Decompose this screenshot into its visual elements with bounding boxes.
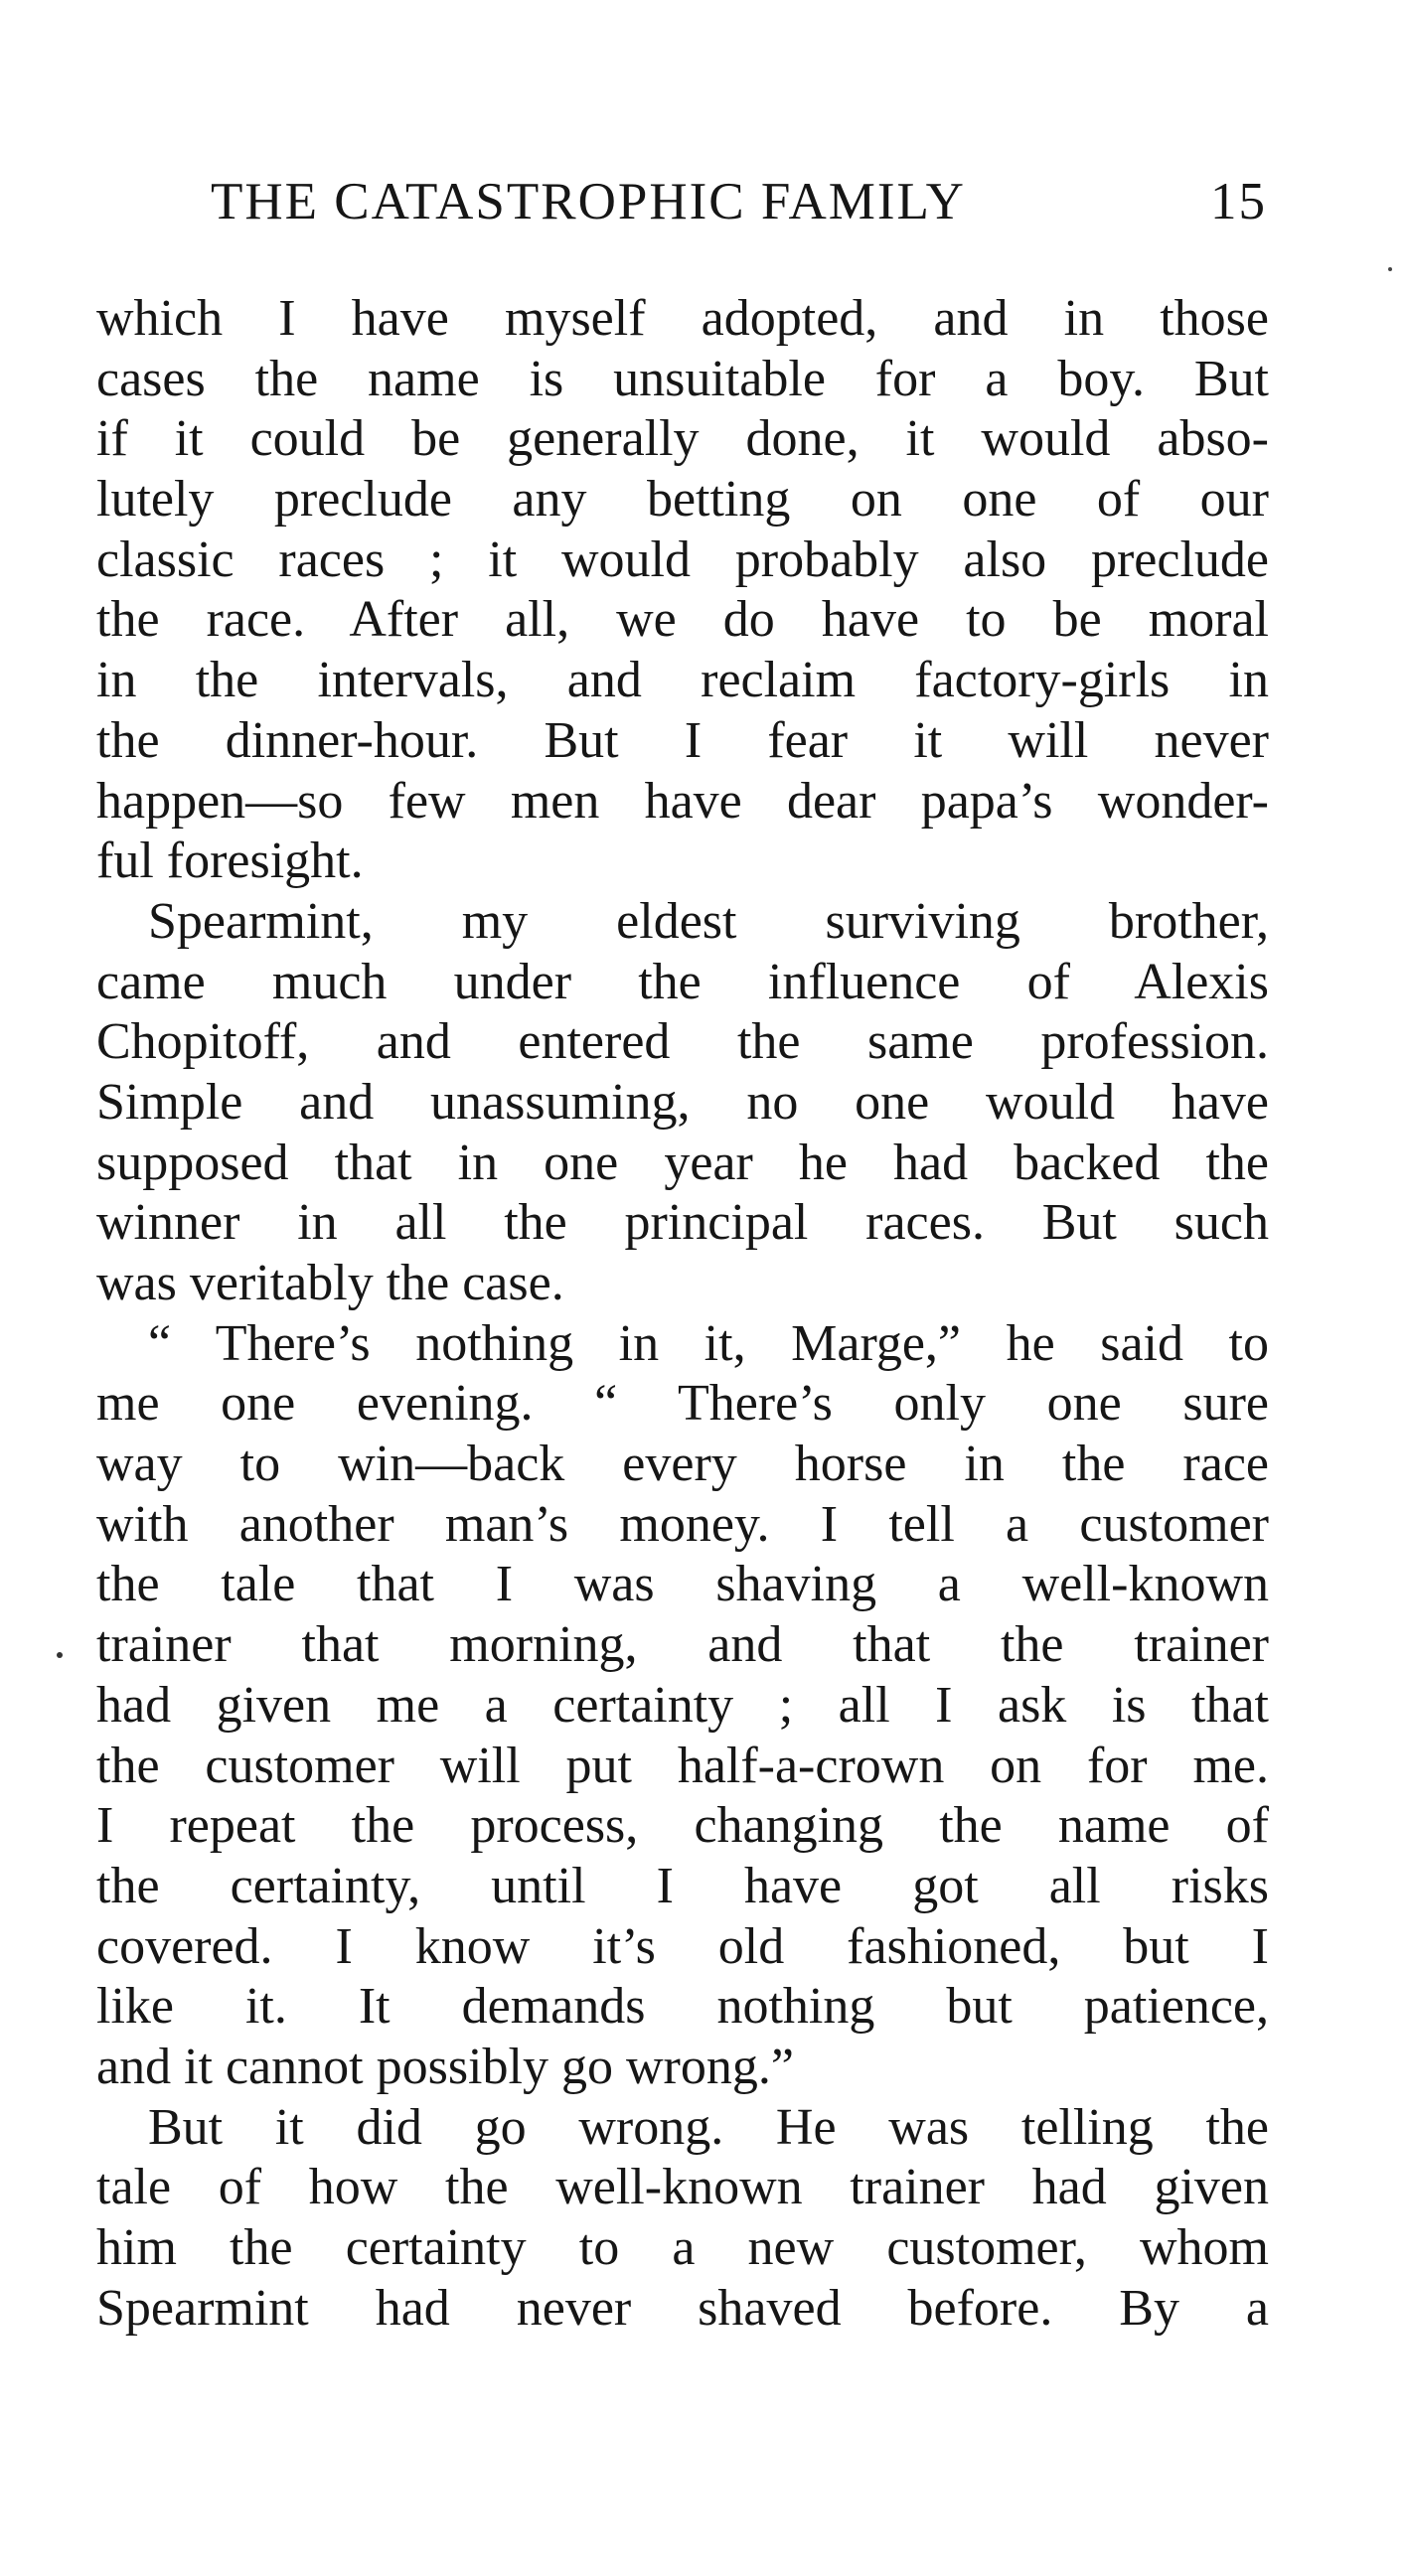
text-line: him the certainty to a new customer, whom (96, 2219, 1269, 2276)
text-line: ful foresight. (96, 833, 364, 890)
text-line: tale of how the well-known trainer had given (96, 2159, 1269, 2216)
text-line: trainer that morning, and that the trainer (96, 1616, 1269, 1674)
text-line: supposed that in one year he had backed the (96, 1134, 1269, 1191)
page-number: 15 (1210, 173, 1267, 230)
paragraph-2 (96, 892, 1269, 1314)
text-line: the race. After all, we do have to be moral (96, 591, 1269, 649)
text-line: the customer will put half-a-crown on for me. (96, 1737, 1269, 1794)
ink-speck (1388, 267, 1392, 271)
text-line: which I have myself adopted, and in those (96, 290, 1269, 347)
text-line: me one evening. “ There’s only one sure (96, 1375, 1269, 1433)
text-line: Spearmint, my eldest surviving brother, (148, 892, 1269, 950)
paragraph-3 (96, 1314, 1269, 2098)
text-line: way to win—back every horse in the race (96, 1436, 1269, 1493)
body-text (96, 289, 1269, 2339)
text-line: the certainty, until I have got all risks (96, 1857, 1269, 1914)
text-line: came much under the influence of Alexis (96, 953, 1269, 1010)
text-line: classic races ; it would probably also preclude (96, 530, 1269, 588)
text-line: lutely preclude any betting on one of our (96, 471, 1269, 529)
text-line: if it could be generally done, it would abso- (96, 410, 1269, 468)
text-line: cases the name is unsuitable for a boy. But (96, 350, 1269, 407)
running-head (211, 167, 1267, 236)
text-line: “ There’s nothing in it, Marge,” he said to (148, 1314, 1269, 1372)
text-line: But it did go wrong. He was telling the (148, 2098, 1269, 2156)
paragraph-1 (96, 289, 1269, 892)
text-line: the dinner-hour. But I fear it will never (96, 711, 1269, 769)
text-line: Simple and unassuming, no one would have (96, 1073, 1269, 1131)
text-line: Spearmint had never shaved before. By a (96, 2279, 1269, 2337)
ink-speck (57, 1652, 63, 1658)
text-line: was veritably the case. (96, 1255, 564, 1311)
text-line: winner in all the principal races. But such (96, 1194, 1269, 1252)
text-line: covered. I know it’s old fashioned, but I (96, 1917, 1269, 1975)
text-line: with another man’s money. I tell a customer (96, 1495, 1269, 1553)
text-line: I repeat the process, changing the name of (96, 1797, 1269, 1855)
text-line: had given me a certainty ; all I ask is that (96, 1676, 1269, 1734)
text-line: the tale that I was shaving a well-known (96, 1556, 1269, 1613)
text-line: Chopitoff, and entered the same profession. (96, 1013, 1269, 1071)
paragraph-4 (96, 2098, 1269, 2340)
text-line: like it. It demands nothing but patience, (96, 1978, 1269, 2036)
text-line: in the intervals, and reclaim factory-girls in (96, 652, 1269, 709)
text-line: and it cannot possibly go wrong.” (96, 2038, 794, 2095)
running-head-title: THE CATASTROPHIC FAMILY (211, 173, 966, 230)
text-line: happen—so few men have dear papa’s wonder- (96, 772, 1269, 830)
